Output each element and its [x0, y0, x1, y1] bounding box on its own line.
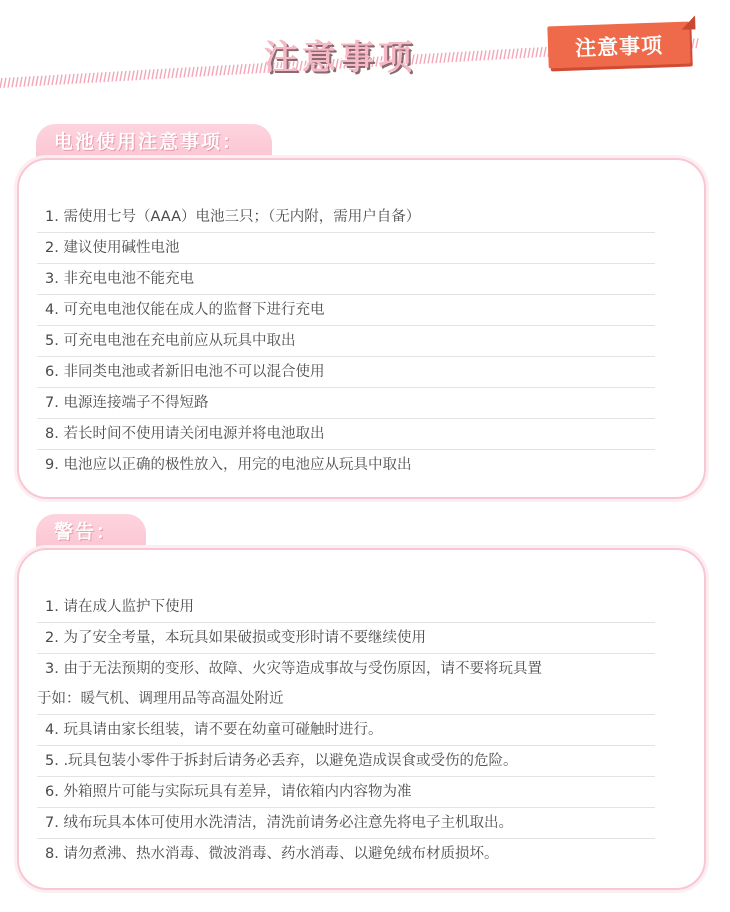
title-tag-label: 注意事项: [574, 33, 664, 61]
list-item: 7. 绒布玩具本体可使用水洗清洁，清洗前请务必注意先将电子主机取出。: [37, 808, 655, 839]
page-title: 注意事项: [264, 38, 416, 78]
list-item: 2. 为了安全考量，本玩具如果破损或变形时请不要继续使用: [37, 623, 655, 654]
battery-section-title: 电池使用注意事项：: [36, 124, 272, 162]
list-item: 3. 由于无法预期的变形、故障、火灾等造成事故与受伤原因，请不要将玩具置: [45, 661, 542, 677]
list-item: 6. 外箱照片可能与实际玩具有差异，请依箱内内容物为准: [37, 777, 655, 808]
list-item-continuation: 于如：暖气机、调理用品等高温处附近: [37, 684, 655, 715]
list-item: 5. 可充电电池在充电前应从玩具中取出: [37, 326, 655, 357]
warning-list: [37, 592, 655, 869]
list-item: 5. .玩具包装小零件于拆封后请务必丢弃，以避免造成误食或受伤的危险。: [37, 746, 655, 777]
page-header: [0, 0, 730, 110]
battery-list: [37, 202, 655, 480]
warning-section-title: 警告：: [36, 514, 146, 552]
list-item: 3. 非充电电池不能充电: [37, 264, 655, 295]
title-tag: [547, 22, 690, 69]
list-item: 1. 请在成人监护下使用: [37, 592, 655, 623]
list-item: 8. 若长时间不使用请关闭电源并将电池取出: [37, 419, 655, 450]
list-item: 6. 非同类电池或者新旧电池不可以混合使用: [37, 357, 655, 388]
list-item: 4. 可充电电池仅能在成人的监督下进行充电: [37, 295, 655, 326]
list-item: 4. 玩具请由家长组装，请不要在幼童可碰触时进行。: [37, 715, 655, 746]
list-item: 7. 电源连接端子不得短路: [37, 388, 655, 419]
list-item: 1. 需使用七号（AAA）电池三只；（无内附，需用户自备）: [37, 202, 655, 233]
list-item: 2. 建议使用碱性电池: [37, 233, 655, 264]
list-item: 8. 请勿煮沸、热水消毒、微波消毒、药水消毒、以避免绒布材质损坏。: [45, 846, 499, 862]
list-item: 9. 电池应以正确的极性放入，用完的电池应从玩具中取出: [45, 457, 412, 473]
